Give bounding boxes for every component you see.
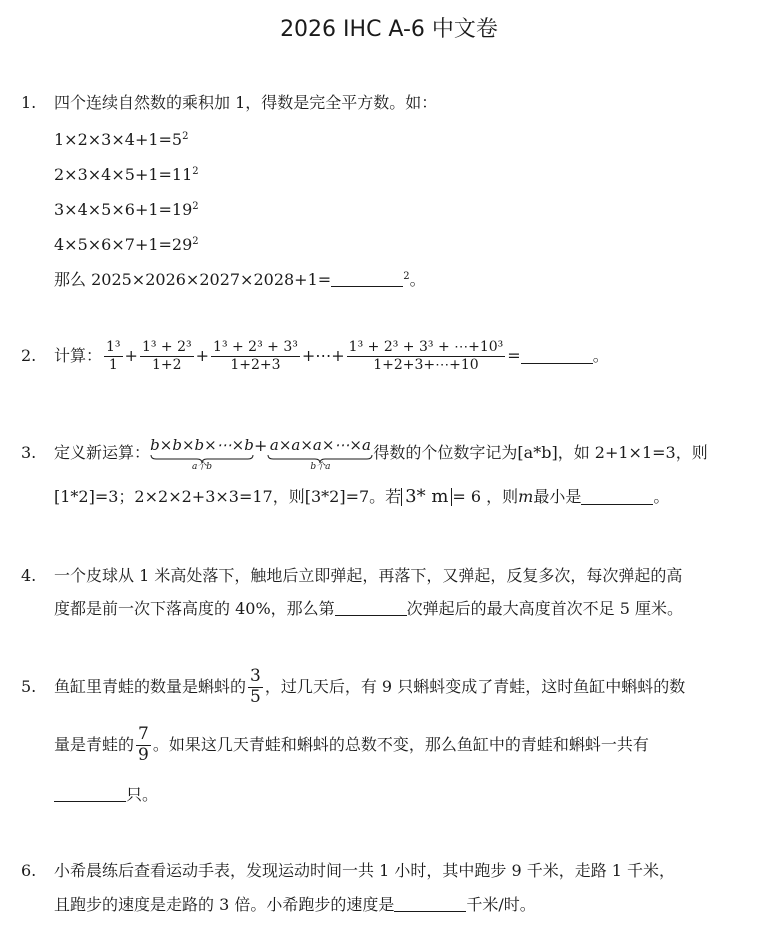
fraction-1: $\frac{\text{1³}}{1}$ [106, 339, 121, 373]
question-5-line-2: 量是青蛙的 $\frac{7}{9}$ 。如果这几天青蛙和蝌蚪的总数不变，那么鱼缸中的青蛙和蝌蚪一共有 [54, 723, 649, 765]
question-1-number: 1. [21, 93, 37, 112]
underbrace-a: a×a×a×⋯×a b个a [267, 437, 373, 472]
fraction-4: $\frac{\text{1³ + 2³ + 3³ + ⋯+10³}}{1+2+3+\cdots+10}$ [348, 339, 504, 373]
q1-example-1: $1\times 2\times 3\times 4+1=5^2$ [54, 130, 189, 149]
question-1-intro: 四个连续自然数的乘积加 1，得数是完全平方数。如： [54, 93, 438, 112]
question-5-number: 5. [21, 677, 37, 696]
question-6-line-2: 且跑步的速度是走路的 3 倍。小希跑步的速度是 千米/时。 [54, 895, 536, 914]
page-title: 2026 IHC A-6 中文卷 [280, 17, 498, 42]
q1-example-3: $3\times 4\times 5\times 6+1=19^2$ [54, 200, 199, 219]
answer-blank[interactable] [54, 787, 126, 802]
fraction-7-9: $\frac{7}{9}$ [138, 723, 149, 765]
question-2-number: 2. [21, 346, 37, 365]
fraction-2: $\frac{\text{1³ + 2³}}{1+2}$ [141, 339, 192, 373]
fraction-3: $\frac{\text{1³ + 2³ + 3³}}{1+2+3}$ [213, 339, 298, 373]
question-4-line-2: 度都是前一次下落高度的 40%，那么第 次弹起后的最大高度首次不足 5 厘米。 [54, 599, 684, 618]
answer-blank[interactable] [581, 490, 653, 505]
question-4-line-1: 一个皮球从 1 米高处落下，触地后立即弹起，再落下，又弹起，反复多次，每次弹起的高 [54, 566, 683, 585]
question-6-line-1: 小希晨练后查看运动手表，发现运动时间一共 1 小时，其中跑步 9 千米，走路 1 千米， [54, 861, 676, 880]
answer-blank[interactable] [521, 349, 593, 364]
question-5-line-1: 鱼缸里青蛙的数量是蝌蚪的 $\frac{3}{5}$ ，过几天后，有 9 只蝌蚪变成了青蛙，这时鱼缸中蝌蚪的数 [54, 665, 686, 707]
underbrace-b: b×b×b×⋯×b a个b [150, 436, 254, 472]
question-3-line-2: [1*2]=3；2×2×2+3×3=17，则[3*2]=7。若 3* m = 6 ，则 m 最小是 。 [54, 486, 670, 507]
question-6-number: 6. [21, 861, 37, 880]
bracket-expression: 3* m [401, 488, 452, 506]
question-4-number: 4. [21, 566, 37, 585]
question-5-line-3: 只。 [54, 787, 158, 803]
answer-blank[interactable] [331, 272, 403, 287]
q1-question: 那么 2025×2026×2027×2028+1= $^2$。 [54, 270, 426, 289]
fraction-3-5: $\frac{3}{5}$ [250, 665, 261, 707]
q1-example-2: $2\times 3\times 4\times 5+1=11^2$ [54, 165, 199, 184]
answer-blank[interactable] [335, 601, 407, 616]
q1-example-4: $4\times 5\times 6\times 7+1=29^2$ [54, 235, 199, 254]
question-2-expression: 计算： $\frac{\text{1³}}{1}$ + $\frac{\text{1³ + 2³}}{1+2}$ + $\frac{\text{1³ + 2³ + 3³}}{1+2+3}$ +⋯+ $\frac{\text{1³ + 2³ + 3³ + ⋯+10³}}{1+2+3+\cdots+10}$ = 。 [54, 339, 609, 373]
question-3-number: 3. [21, 443, 37, 462]
answer-blank[interactable] [394, 897, 466, 912]
question-3-line-1: 定义新运算： b×b×b×⋯×b a个b + a×a×a×⋯×a b个a 得数的个位数字记为[a*b]，如 2+1×1=3，则 [54, 436, 708, 472]
